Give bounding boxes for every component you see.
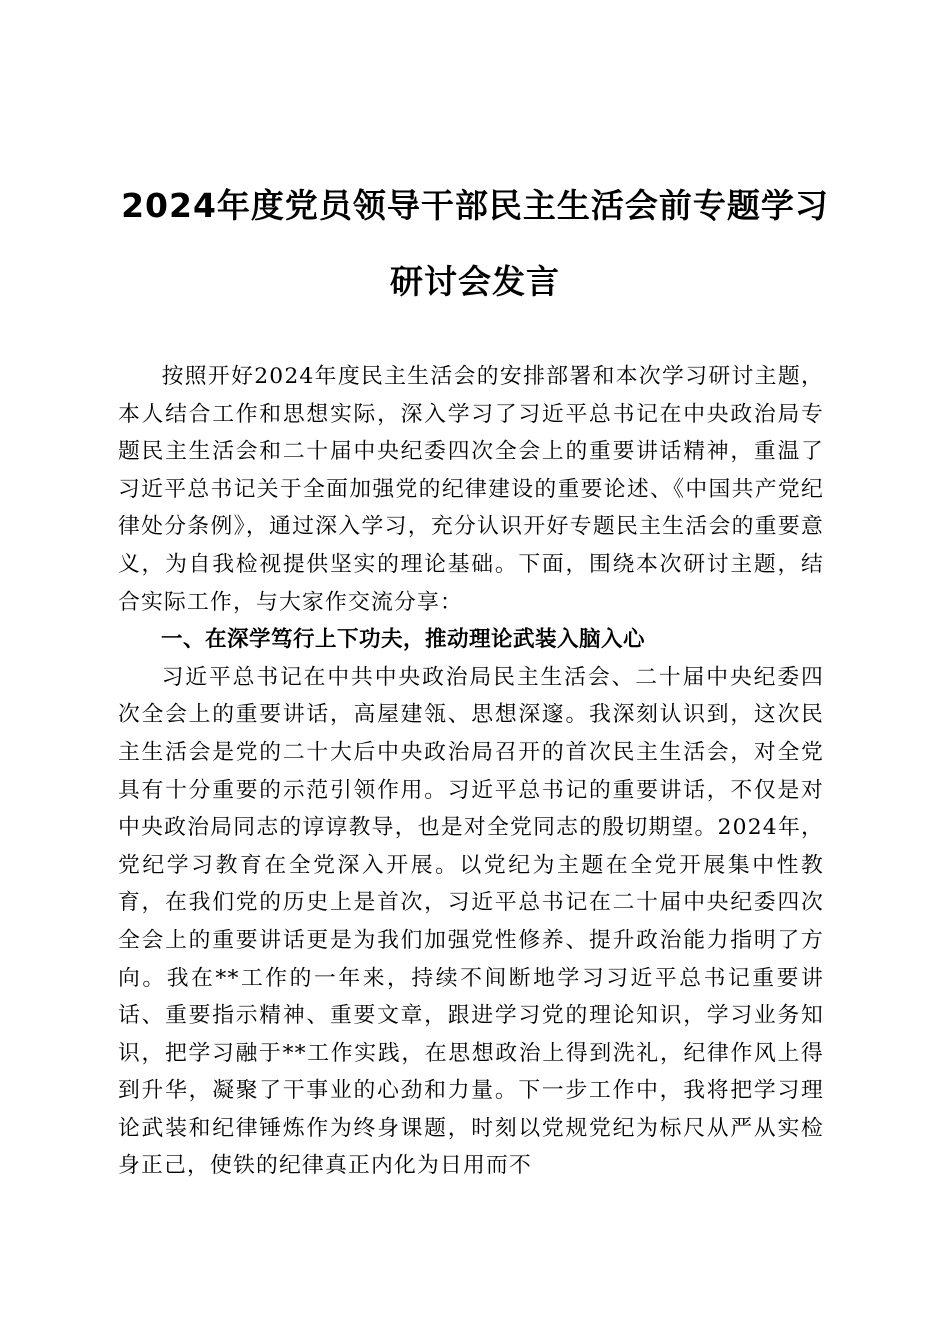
section-1-heading: 一、在深学笃行上下功夫，推动理论武装入脑入心: [161, 627, 646, 653]
document-title: 2024年度党员领导干部民主生活会前专题学习研讨会发言: [121, 186, 829, 301]
section-1-paragraph: 习近平总书记在中共中央政治局民主生活会、二十届中央纪委四次全会上的重要讲话，高屋建瓴、思想深邃。我深刻认识到，这次民主生活会是党的二十大后中央政治局召开的首次民主生活会，对全党具有十分重要的示范引领作用。习近平总书记的重要讲话，不仅是对中央政治局同志的谆谆教导，也是对全党同志的殷切期望。2024年，党纪学习教育在全党深入开展。以党纪为主题在全党开展集中性教育，在我们党的历史上是首次，习近平总书记在二十届中央纪委四次全会上的重要讲话更是为我们加强党性修养、提升政治能力指明了方向。我在**工作的一年来，持续不间断地学习习近平总书记重要讲话、重要指示精神、重要文章，跟进学习党的理论知识，学习业务知识，把学习融于**工作实践，在思想政治上得到洗礼，纪律作风上得到升华，凝聚了干事业的心劲和力量。下一步工作中，我将把学习理论武装和纪律锤炼作为终身课题，时刻以党规党纪为标尺从严从实检身正己，使铁的纪律真正内化为日用而不: [118, 664, 824, 1179]
intro-paragraph: 按照开好2024年度民主生活会的安排部署和本次学习研讨主题，本人结合工作和思想实际，深入学习了习近平总书记在中央政治局专题民主生活会和二十届中央纪委四次全会上的重要讲话精神，重温了习近平总书记关于全面加强党的纪律建设的重要论述、《中国共产党纪律处分条例》，通过深入学习，充分认识开好专题民主生活会的重要意义，为自我检视提供坚实的理论基础。下面，围绕本次研讨主题，结合实际工作，与大家作交流分享：: [118, 364, 824, 615]
document-body: [118, 358, 824, 1185]
